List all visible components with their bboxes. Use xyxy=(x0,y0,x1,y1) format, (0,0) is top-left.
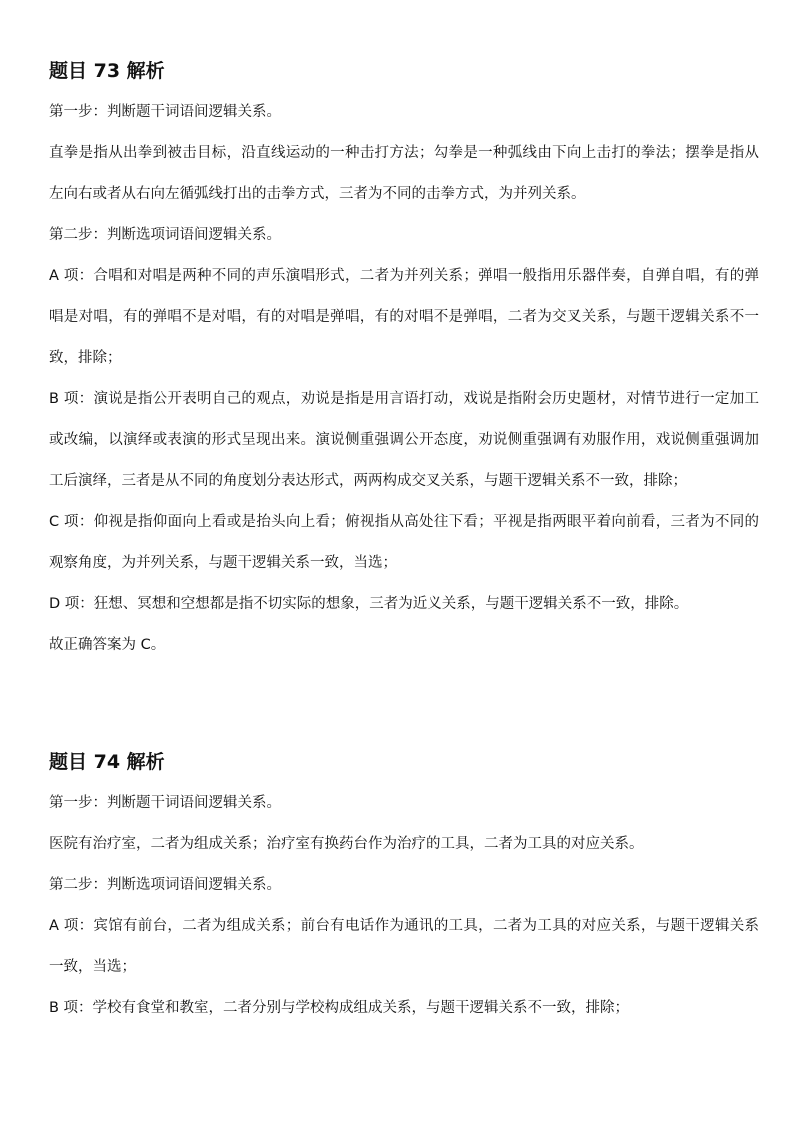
q74-option-a: A 项：宾馆有前台，二者为组成关系；前台有电话作为通讯的工具，二者为工具的对应关系，与题干逻辑关系一致，当选； xyxy=(49,918,759,975)
question-74-section xyxy=(49,748,759,776)
q73-step1: 第一步：判断题干词语间逻辑关系。 xyxy=(49,104,281,120)
q73-option-c: C 项：仰视是指仰面向上看或是抬头向上看；俯视指从高处往下看；平视是指两眼平着向前看，三者为不同的观察角度，为并列关系，与题干逻辑关系一致，当选； xyxy=(49,514,759,571)
q74-option-b: B 项：学校有食堂和教室，二者分别与学校构成组成关系，与题干逻辑关系不一致，排除； xyxy=(49,1000,630,1016)
question-74-title: 题目 74 解析 xyxy=(49,751,165,773)
q73-option-a: A 项：合唱和对唱是两种不同的声乐演唱形式，二者为并列关系；弹唱一般指用乐器伴奏，自弹自唱，有的弹唱是对唱，有的弹唱不是对唱，有的对唱是弹唱，有的对唱不是弹唱，二者为交叉关系，与题干逻辑关系不一致，排除； xyxy=(49,268,759,366)
question-73-section xyxy=(49,57,759,85)
q73-stem-analysis: 直拳是指从出拳到被击目标，沿直线运动的一种击打方法；勾拳是一种弧线由下向上击打的拳法；摆拳是指从左向右或者从右向左循弧线打出的击拳方式，三者为不同的击拳方式，为并列关系。 xyxy=(49,145,759,202)
q73-option-b: B 项：演说是指公开表明自己的观点，劝说是指是用言语打动，戏说是指附会历史题材，对情节进行一定加工或改编，以演绎或表演的形式呈现出来。演说侧重强调公开态度，劝说侧重强调有劝服作用，戏说侧重强调加工后演绎，三者是从不同的角度划分表达形式，两两构成交叉关系，与题干逻辑关系不一致，排除； xyxy=(49,391,759,489)
q73-step2: 第二步：判断选项词语间逻辑关系。 xyxy=(49,227,281,243)
question-73-body xyxy=(49,92,759,666)
question-73-title: 题目 73 解析 xyxy=(49,60,165,82)
q74-stem-analysis: 医院有治疗室，二者为组成关系；治疗室有换药台作为治疗的工具，二者为工具的对应关系。 xyxy=(49,836,644,852)
q74-step1: 第一步：判断题干词语间逻辑关系。 xyxy=(49,795,281,811)
question-74-body xyxy=(49,783,759,1029)
q73-answer: 故正确答案为 C。 xyxy=(49,637,166,653)
q74-step2: 第二步：判断选项词语间逻辑关系。 xyxy=(49,877,281,893)
q73-option-d: D 项：狂想、冥想和空想都是指不切实际的想象，三者为近义关系，与题干逻辑关系不一致，排除。 xyxy=(49,596,689,612)
